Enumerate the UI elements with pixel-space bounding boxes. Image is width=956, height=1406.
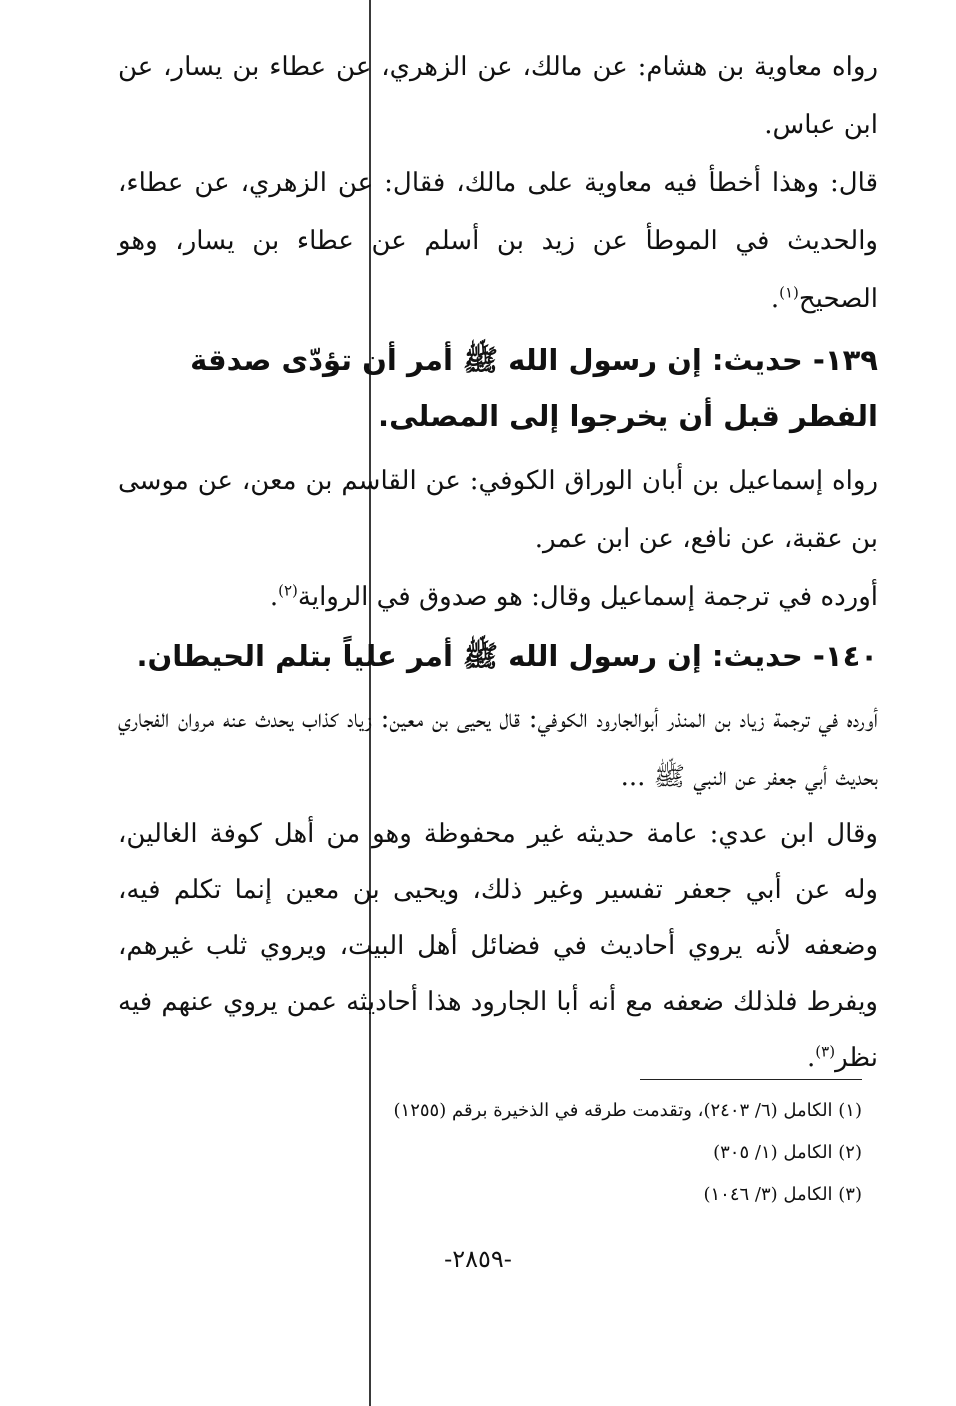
- hadith-heading-139: ١٣٩- حديث: إن رسول الله ﷺ أمر أن تؤدّى صدقة الفطر قبل أن يخرجوا إلى المصلى.: [190, 343, 878, 433]
- footnotes: [300, 1090, 862, 1216]
- paragraph-3-text: رواه إسماعيل بن أبان الوراق الكوفي: عن القاسم بن معن، عن موسى بن عقبة، عن نافع، عن ابن عمر.: [118, 466, 878, 554]
- paragraph-5: [118, 690, 878, 806]
- footnote-2: (٢) الكامل (١/ ٣٠٥): [713, 1142, 862, 1163]
- footnote-3: (٣) الكامل (٣/ ١٠٤٦): [703, 1184, 862, 1205]
- paragraph-4: أورده في ترجمة إسماعيل وقال: هو صدوق في الرواية$^{(٢)}$.: [269, 581, 878, 612]
- footnote-ref-2: (٢): [278, 581, 298, 600]
- footnote-separator: [640, 1079, 862, 1080]
- footnote-1: (١) الكامل (٦/ ٢٤٠٣)، وتقدمت طرقه في الذخيرة برقم (١٢٥٥): [393, 1100, 862, 1121]
- paragraph-4-text: أورده في ترجمة إسماعيل وقال: هو صدوق في الرواية: [297, 582, 878, 612]
- paragraph-3: [118, 452, 878, 568]
- footnote-ref-3: (٣): [815, 1042, 836, 1061]
- paragraph-6: وقال ابن عدي: عامة حديثه غير محفوظة وهو من أهل كوفة الغالين، وله عن أبي جعفر تفسير وغير ذلك، ويحيى بن معين إنما تكلم فيه، وضعفه لأنه يروي أحاديث في فضائل أهل البيت، ويروي ثلب غيرهم، ويفرط فلذلك ضعفه مع أنه أبا الجارود هذا أحاديثه عمن يروي عنهم فيه نظر$^{(٣)}$.: [118, 819, 878, 1073]
- paragraph-2-text: قال: وهذا أخطأ فيه معاوية على مالك، فقال: عن الزهري، عن عطاء، والحديث في الموطأ عن زيد بن أسلم عن عطاء بن يسار، وهو الصحيح: [118, 168, 878, 314]
- paragraph-1-text: رواه معاوية بن هشام: عن مالك، عن الزهري، عن عطاء بن يسار، عن ابن عباس.: [118, 52, 878, 140]
- paragraph-2: قال: وهذا أخطأ فيه معاوية على مالك، فقال: عن الزهري، عن عطاء، والحديث في الموطأ عن زيد بن أسلم عن عطاء بن يسار، وهو الصحيح$^{(١)}$.: [118, 168, 878, 314]
- main-text: [118, 38, 878, 1086]
- paragraph-6-text: وقال ابن عدي: عامة حديثه غير محفوظة وهو من أهل كوفة الغالين، وله عن أبي جعفر تفسير وغير ذلك، ويحيى بن معين إنما تكلم فيه، وضعفه لأنه يروي أحاديث في فضائل أهل البيت، ويروي ثلب غيرهم، ويفرط فلذلك ضعفه مع أنه أبا الجارود هذا أحاديثه عمن يروي عنهم فيه نظر: [118, 819, 878, 1073]
- paragraph-5-text: أورده في ترجمة زياد بن المنذر أبوالجارود الكوفي: قال يحيى بن معين: زياد كذاب يحدث عنه مروان الفجاري بحديث أبي جعفر عن النبي ﷺ ...: [118, 704, 878, 792]
- hadith-heading-140: ١٤٠- حديث: إن رسول الله ﷺ أمر علياً بتلم الحيطان.: [136, 639, 878, 673]
- footnote-ref-1: (١): [779, 283, 799, 302]
- paragraph-1: [118, 38, 878, 154]
- page-number: -٢٨٥٩-: [444, 1245, 512, 1273]
